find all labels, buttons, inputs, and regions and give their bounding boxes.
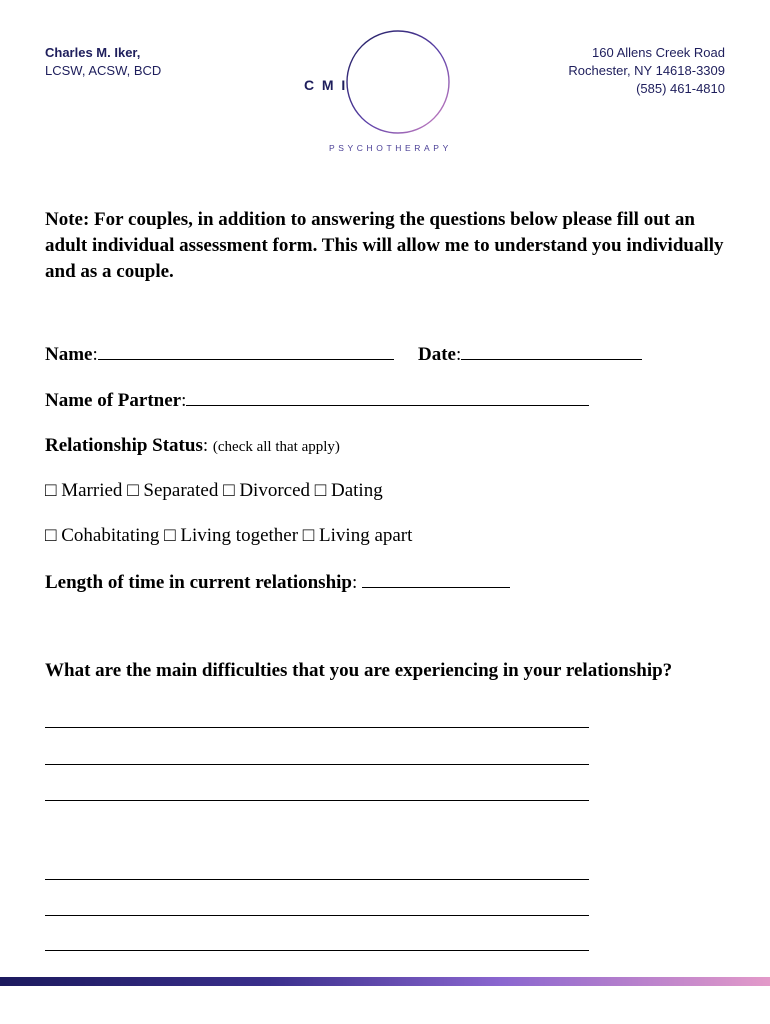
status-hint: (check all that apply) — [212, 439, 340, 455]
phone-number: (585) 461-4810 — [636, 81, 725, 96]
practitioner-block — [45, 44, 161, 80]
option-label: Living apart — [319, 525, 413, 546]
partner-field: Name of Partner: — [45, 389, 589, 412]
option-label: Cohabitating — [61, 525, 160, 546]
difficulties-question: What are the main difficulties that you are experiencing in your relationship? — [45, 660, 673, 681]
partner-label: Name of Partner — [45, 390, 182, 411]
status-options-row-2 — [45, 525, 412, 547]
status-label: Relationship Status — [45, 435, 203, 456]
option-label: Dating — [331, 480, 383, 501]
couples-note: Note: For couples, in addition to answering the questions below please fill out an adult individual assessment form. This will allow me to understand you individually and as a couple. — [45, 209, 724, 282]
option-label: Married — [61, 480, 123, 501]
checkbox-dating[interactable]: □ Dating — [314, 480, 383, 501]
address-line-1: 160 Allens Creek Road — [592, 45, 725, 60]
checkbox-divorced[interactable]: □ Divorced — [223, 480, 311, 501]
practitioner-name: Charles M. Iker, — [45, 45, 141, 60]
checkbox-living-apart[interactable]: □ Living apart — [302, 525, 413, 546]
length-label: Length of time in current relationship — [45, 572, 352, 593]
status-options-row-1 — [45, 480, 383, 502]
answer-line[interactable] — [45, 879, 589, 880]
footer-gradient-bar — [0, 977, 770, 986]
answer-line[interactable] — [45, 915, 589, 916]
answer-line[interactable] — [45, 950, 589, 951]
name-input[interactable] — [98, 343, 394, 360]
name-field: Name: — [45, 343, 394, 366]
logo-subtitle: PSYCHOTHERAPY — [329, 143, 452, 153]
option-label: Divorced — [239, 480, 311, 501]
practitioner-credentials: LCSW, ACSW, BCD — [45, 63, 162, 78]
length-input[interactable] — [362, 571, 510, 588]
address-line-2: Rochester, NY 14618-3309 — [568, 63, 725, 78]
date-label: Date — [418, 344, 456, 365]
checkbox-cohabitating[interactable]: □ Cohabitating — [45, 525, 160, 546]
option-label: Living together — [180, 525, 299, 546]
option-label: Separated — [143, 480, 219, 501]
answer-line[interactable] — [45, 764, 589, 765]
date-field: Date: — [418, 343, 642, 366]
logo-letters: C M I — [304, 77, 346, 93]
checkbox-married[interactable]: □ Married — [45, 480, 123, 501]
date-input[interactable] — [461, 343, 642, 360]
answer-line[interactable] — [45, 727, 589, 728]
relationship-length-field: Length of time in current relationship: — [45, 571, 510, 594]
checkbox-living-together[interactable]: □ Living together — [164, 525, 299, 546]
contact-block — [568, 44, 725, 98]
partner-input[interactable] — [186, 389, 589, 406]
relationship-status-field: Relationship Status: (check all that apply) — [45, 435, 340, 456]
answer-line[interactable] — [45, 800, 589, 801]
name-label: Name — [45, 344, 93, 365]
checkbox-separated[interactable]: □ Separated — [127, 480, 219, 501]
